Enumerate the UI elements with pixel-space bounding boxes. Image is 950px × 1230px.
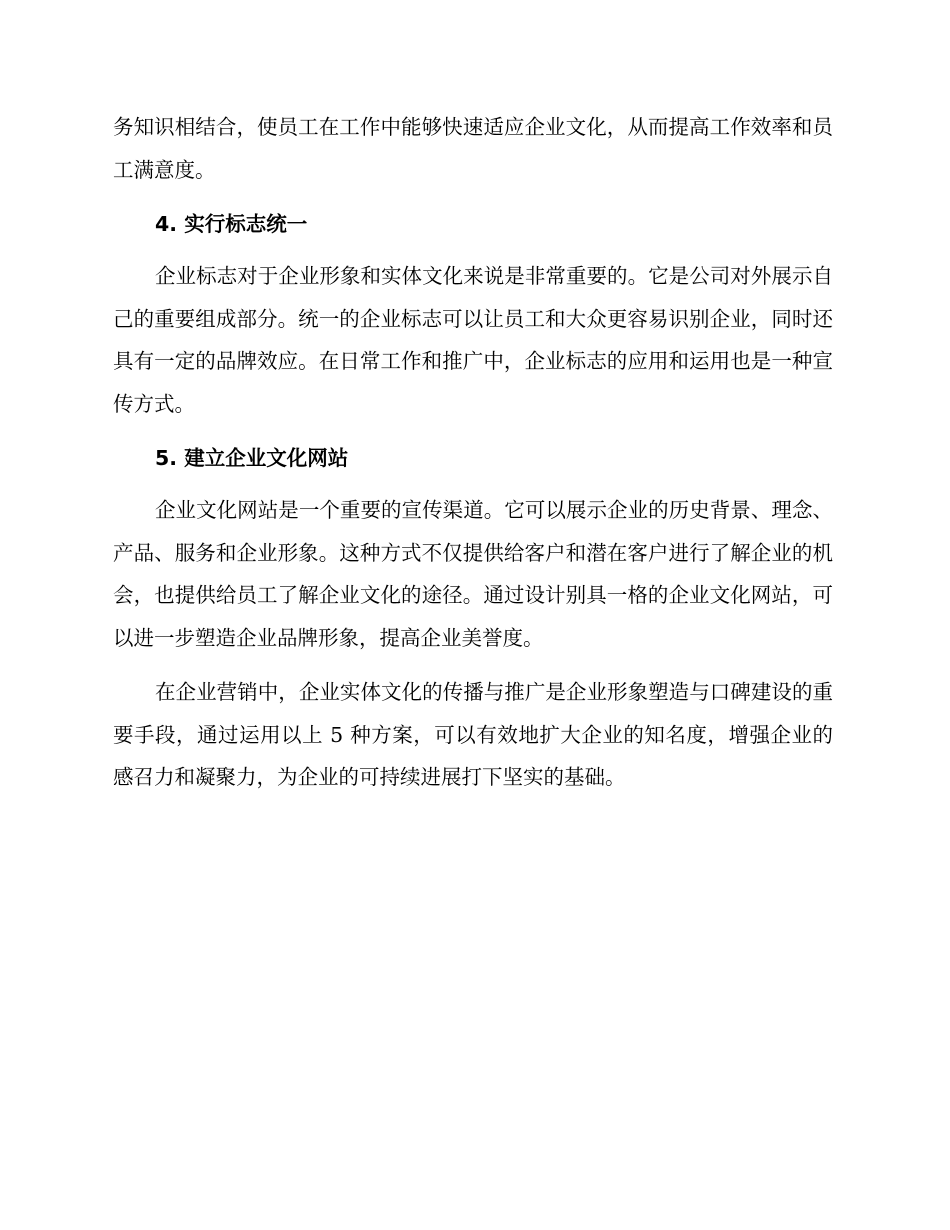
paragraph-continued: 务知识相结合，使员工在工作中能够快速适应企业文化，从而提高工作效率和员工满意度。 [113, 115, 833, 182]
paragraph-logo-unification: 企业标志对于企业形象和实体文化来说是非常重要的。它是公司对外展示自己的重要组成部分。统一的企业标志可以让员工和大众更容易识别企业，同时还具有一定的品牌效应。在日常工作和推广中，企业标志的应用和运用也是一种宣传方式。 [113, 264, 833, 416]
section-heading-4: 4. 实行标志统一 [155, 212, 308, 236]
document-body [113, 106, 833, 799]
paragraph-culture-website: 企业文化网站是一个重要的宣传渠道。它可以展示企业的历史背景、理念、产品、服务和企业形象。这种方式不仅提供给客户和潜在客户进行了解企业的机会，也提供给员工了解企业文化的途径。通过设计别具一格的企业文化网站，可以进一步塑造企业品牌形象，提高企业美誉度。 [113, 498, 833, 650]
section-heading-5: 5. 建立企业文化网站 [155, 446, 349, 470]
paragraph-conclusion: 在企业营销中，企业实体文化的传播与推广是企业形象塑造与口碑建设的重要手段，通过运用以上 5 种方案，可以有效地扩大企业的知名度，增强企业的感召力和凝聚力，为企业的可持续进展打下坚实的基础。 [113, 680, 833, 789]
paragraph-gap [113, 659, 833, 671]
